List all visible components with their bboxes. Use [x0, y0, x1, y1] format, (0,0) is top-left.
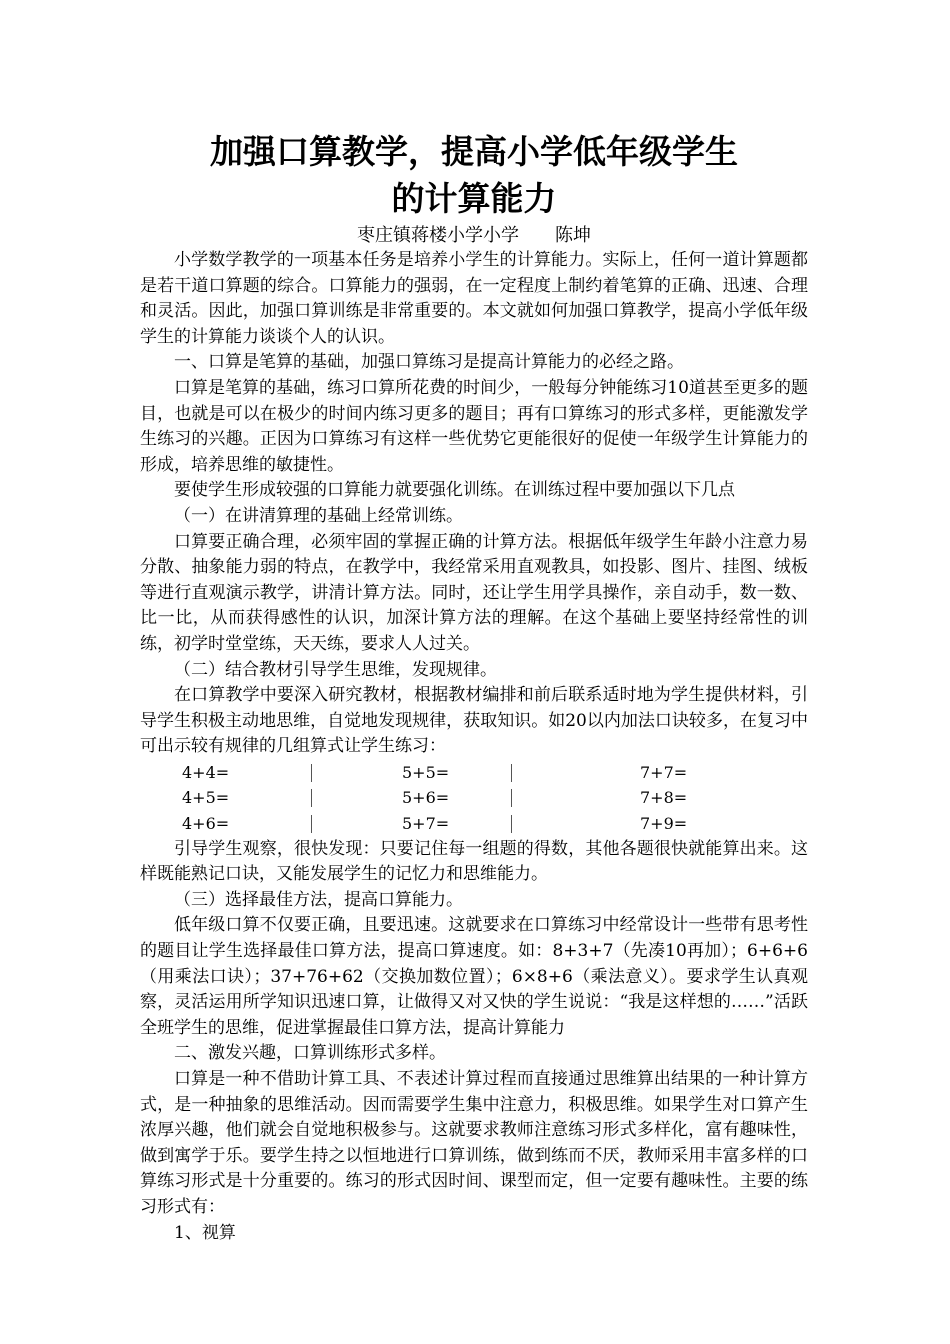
subheading-1: （一）在讲清算理的基础上经常训练。: [174, 505, 463, 526]
title-line-1: 加强口算教学，提高小学低年级学生: [210, 132, 738, 171]
byline: [140, 224, 808, 248]
paragraph-2: 要使学生形成较强的口算能力就要强化训练。在训练过程中要加强以下几点: [174, 480, 735, 501]
paragraph-5: 引导学生观察，很快发现：只要记住每一组题的得数，其他各题很快就能算出来。这样既能熟记口诀，又能发展学生的记忆力和思维能力。: [140, 838, 808, 885]
byline-school: 枣庄镇蒋楼小学小学: [357, 225, 519, 246]
section-heading-2: 二、激发兴趣，口算训练形式多样。: [174, 1043, 446, 1064]
calc-cell: 5+7=: [312, 811, 512, 837]
calc-table: [140, 760, 808, 837]
subheading-2: （二）结合教材引导学生思维，发现规律。: [174, 659, 497, 680]
calc-cell: 5+6=: [312, 785, 512, 811]
section-heading-1: 一、口算是笔算的基础，加强口算练习是提高计算能力的必经之路。: [174, 352, 684, 373]
paragraph-6: 低年级口算不仅要正确，且要迅速。这就要求在口算练习中经常设计一些带有思考性的题目让学生选择最佳口算方法，提高口算速度。如：8+3+7（先凑10再加）；6+6+6（用乘法口诀）；37+76+62（交换加数位置）；6×8+6（乘法意义）。要求学生认真观察，灵活运用所学知识迅速口算，让做得又对又快的学生说说：“我是这样想的……”活跃全班学生的思维，促进掌握最佳口算方法，提高计算能力: [140, 915, 808, 1038]
paragraph-1: 口算是笔算的基础，练习口算所花费的时间少，一般每分钟能练习10道甚至更多的题目，也就是可以在极少的时间内练习更多的题目；再有口算练习的形式多样，更能激发学生练习的兴趣。正因为口算练习有这样一些优势它更能很好的促使一年级学生计算能力的形成，培养思维的敏捷性。: [140, 377, 808, 475]
calc-cell: 4+4=: [140, 760, 312, 786]
calc-cell: 7+9=: [640, 814, 688, 834]
paragraph-3: 口算要正确合理，必须牢固的掌握正确的计算方法。根据低年级学生年龄小注意力易分散、抽象能力弱的特点，在教学中，我经常采用直观教具，如投影、图片、挂图、绒板等进行直观演示教学，讲清计算方法。同时，还让学生用学具操作，亲自动手，数一数、比一比，从而获得感性的认识，加深计算方法的理解。在这个基础上要坚持经常性的训练，初学时堂堂练，天天练，要求人人过关。: [140, 531, 808, 654]
subheading-3: （三）选择最佳方法，提高口算能力。: [174, 889, 463, 910]
paragraph-4: 在口算教学中要深入研究教材，根据教材编排和前后联系适时地为学生提供材料，引导学生积极主动地思维，自觉地发现规律，获取知识。如20以内加法口诀较多，在复习中可出示较有规律的几组算式让学生练习：: [140, 685, 808, 757]
title-line-2: 的计算能力: [391, 179, 557, 218]
calc-cell: 7+8=: [640, 788, 688, 808]
paragraph-7: 口算是一种不借助计算工具、不表述计算过程而直接通过思维算出结果的一种计算方式，是一种抽象的思维活动。因而需要学生集中注意力，积极思维。如果学生对口算产生浓厚兴趣，他们就会自觉地积极参与。这就要求教师注意练习形式多样化，富有趣味性，做到寓学于乐。要学生持之以恒地进行口算训练，做到练而不厌，教师采用丰富多样的口算练习形式是十分重要的。练习的形式因时间、课型而定，但一定要有趣味性。主要的练习形式有：: [140, 1069, 808, 1217]
calc-cell: 7+7=: [640, 762, 688, 782]
document-page: [140, 128, 808, 1246]
calc-cell: 5+5=: [312, 760, 512, 786]
calc-cell: 4+6=: [140, 811, 312, 837]
calc-cell: 4+5=: [140, 785, 312, 811]
paragraph-intro: 小学数学教学的一项基本任务是培养小学生的计算能力。实际上，任何一道计算题都是若干道口算题的综合。口算能力的强弱，在一定程度上制约着笔算的正确、迅速、合理和灵活。因此，加强口算训练是非常重要的。本文就如何加强口算教学，提高小学低年级学生的计算能力谈谈个人的认识。: [140, 250, 808, 347]
list-item-1: 1、视算: [174, 1222, 236, 1243]
byline-author: 陈坤: [555, 225, 591, 246]
